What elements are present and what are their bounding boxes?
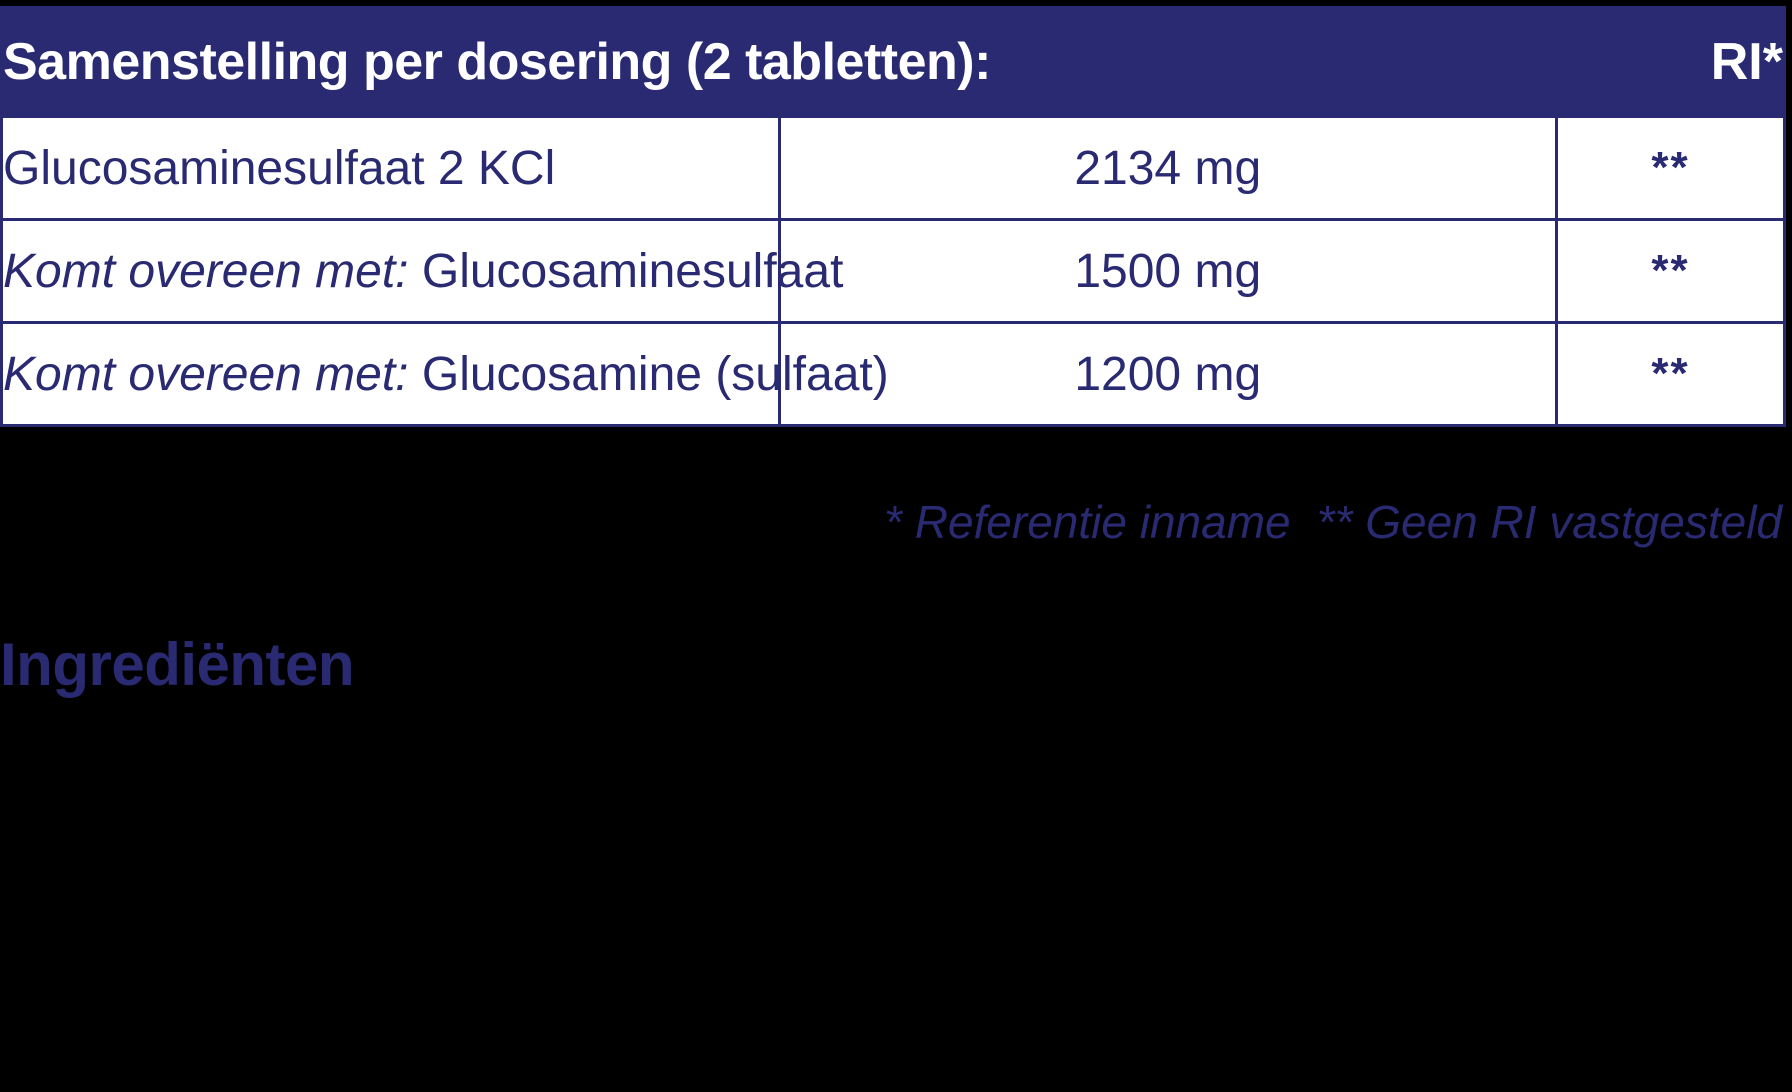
footnote-no-ri: ** Geen RI vastgesteld: [1316, 496, 1782, 548]
row-ri: **: [1557, 220, 1785, 323]
row-name: Glucosaminesulfaat: [421, 244, 844, 298]
table-header-ri: RI*: [1557, 8, 1785, 117]
ingredients-heading: Ingrediënten: [0, 631, 355, 698]
row-name: Glucosamine (sulfaat): [421, 347, 889, 401]
row-amount: 2134 mg: [779, 117, 1557, 220]
table-row: [2, 117, 1785, 220]
row-name: Glucosaminesulfaat 2 KCl: [3, 141, 556, 195]
row-name-cell: [2, 323, 889, 426]
nutrition-table: [0, 6, 1786, 427]
footnote: [12, 495, 1782, 549]
row-name-cell: [2, 117, 780, 220]
row-prefix: Komt overeen met:: [3, 347, 409, 401]
row-amount: 1500 mg: [779, 220, 1557, 323]
row-name-cell: [2, 220, 844, 323]
row-ri: **: [1557, 323, 1785, 426]
table-header-row: [2, 8, 1785, 117]
table-row: [2, 220, 1785, 323]
row-ri: **: [1557, 117, 1785, 220]
table-row: [2, 323, 1785, 426]
row-prefix: Komt overeen met:: [3, 244, 409, 298]
table-header-title: Samenstelling per dosering (2 tabletten):: [2, 8, 1557, 117]
footnote-reference-intake: * Referentie inname: [884, 496, 1291, 548]
row-amount: 1200 mg: [779, 323, 1557, 426]
